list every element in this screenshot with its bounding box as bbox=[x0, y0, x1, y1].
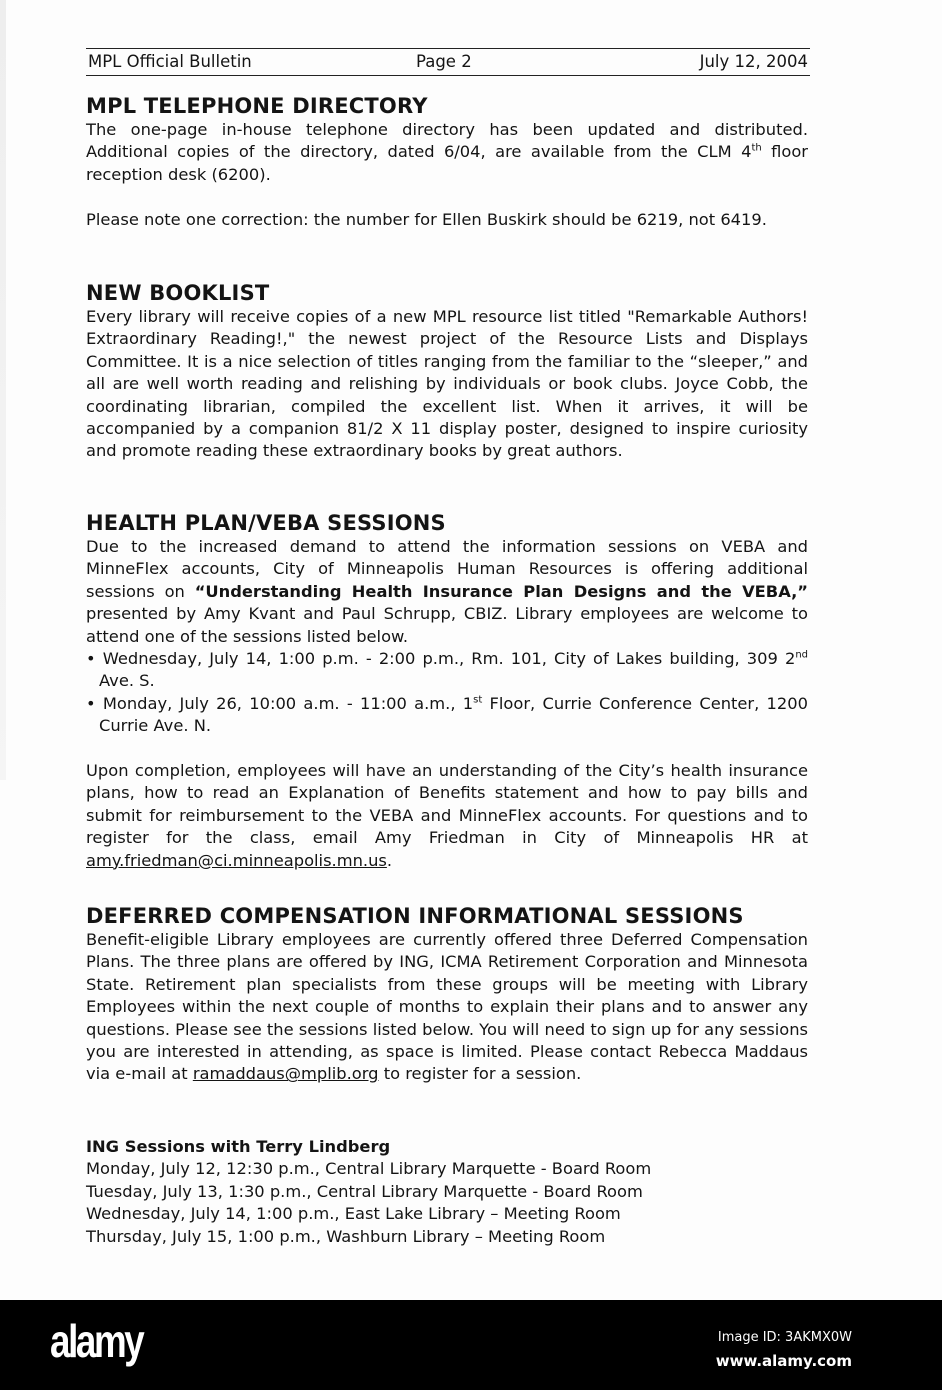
section-heading: DEFERRED COMPENSATION INFORMATIONAL SESSIONS bbox=[86, 904, 744, 928]
image-id: Image ID: 3AKMX0W bbox=[717, 1330, 852, 1345]
section-heading: NEW BOOKLIST bbox=[86, 281, 270, 305]
page-number: Page 2 bbox=[416, 52, 472, 71]
bulletin-title: MPL Official Bulletin bbox=[88, 52, 252, 71]
section-heading: HEALTH PLAN/VEBA SESSIONS bbox=[86, 511, 446, 535]
email-link[interactable]: ramaddaus@mplib.org bbox=[192, 1064, 379, 1084]
section-telephone bbox=[86, 93, 808, 231]
watermark-footer bbox=[0, 1300, 942, 1390]
section-heading: MPL TELEPHONE DIRECTORY bbox=[86, 94, 428, 118]
page-header bbox=[86, 48, 810, 76]
site-url: www.alamy.com bbox=[715, 1352, 852, 1370]
session-item: Tuesday, July 13, 1:30 p.m., Central Library Marquette - Board Room bbox=[86, 1181, 643, 1201]
paragraph: Please note one correction: the number for Ellen Buskirk should be 6219, not 6419. bbox=[86, 209, 767, 229]
paragraph: Every library will receive copies of a new MPL resource list titled "Remarkable Authors! Extraordinary Reading!," the newest project of the Resource Lists and Displays Committee. It is a nice selection of titles ranging from the familiar to the “sleeper,” and all are well worth reading and relishing by individuals or book clubs. Joyce Cobb, the coordinating librarian, compiled the excellent list. When it arrives, it will be accompanied by a companion 81/2 X 11 display poster, designed to inspire curiosity and promote reading these extraordinary books by great authors. bbox=[86, 307, 808, 461]
paragraph: Due to the increased demand to attend the information sessions on VEBA and MinneFlex accounts, City of Minneapolis Human Resources is offering additional sessions on “Understanding Health Insurance Plan Designs and the VEBA,” presented by Amy Kvant and Paul Schrupp, CBIZ. Library employees are welcome to attend one of the sessions listed below. bbox=[86, 537, 808, 646]
session-item: Thursday, July 15, 1:00 p.m., Washburn Library – Meeting Room bbox=[86, 1226, 606, 1246]
session-bullet: • Wednesday, July 14, 1:00 p.m. - 2:00 p.m., Rm. 101, City of Lakes building, 309 2nd Ave. S. bbox=[86, 649, 809, 691]
alamy-logo: alamy bbox=[50, 1315, 143, 1367]
paragraph: The one-page in-house telephone directory has been updated and distributed. Additional copies of the directory, dated 6/04, are available from the CLM 4th floor reception desk (6200). bbox=[86, 120, 809, 184]
session-item: Monday, July 12, 12:30 p.m., Central Library Marquette - Board Room bbox=[86, 1159, 652, 1179]
bulletin-date: July 12, 2004 bbox=[699, 52, 808, 71]
session-bullet: • Monday, July 26, 10:00 a.m. - 11:00 a.m., 1st Floor, Currie Conference Center, 1200 Currie Ave. N. bbox=[86, 693, 808, 736]
session-item: Wednesday, July 14, 1:00 p.m., East Lake Library – Meeting Room bbox=[86, 1204, 621, 1224]
subheading: ING Sessions with Terry Lindberg bbox=[86, 1137, 391, 1156]
section-health-plan bbox=[86, 510, 808, 872]
section-ing-sessions bbox=[86, 1136, 808, 1248]
paragraph: Benefit-eligible Library employees are currently offered three Deferred Compensation Plans. The three plans are offered by ING, ICMA Retirement Corporation and Minnesota State. Retirement plan specialists from these groups will be meeting with Library Employees within the next couple of months to explain their plans and to answer any questions. Please see the sessions listed below. You will need to sign up for any sessions you are interested in attending, as space is limited. Please contact Rebecca Maddaus via e-mail at ramaddaus@mplib.org to register for a session. bbox=[86, 930, 808, 1084]
email-link[interactable]: amy.friedman@ci.minneapolis.mn.us bbox=[86, 850, 387, 870]
section-booklist bbox=[86, 280, 808, 463]
paragraph: Upon completion, employees will have an understanding of the City’s health insurance plans, how to read an Explanation of Benefits statement and how to pay bills and submit for reimbursement to the VEBA and MinneFlex accounts. For questions and to register for the class, email Amy Friedman in City of Minneapolis HR at amy.friedman@ci.minneapolis.mn.us. bbox=[86, 761, 808, 870]
scan-edge bbox=[0, 0, 6, 780]
section-deferred-compensation bbox=[86, 903, 808, 1086]
